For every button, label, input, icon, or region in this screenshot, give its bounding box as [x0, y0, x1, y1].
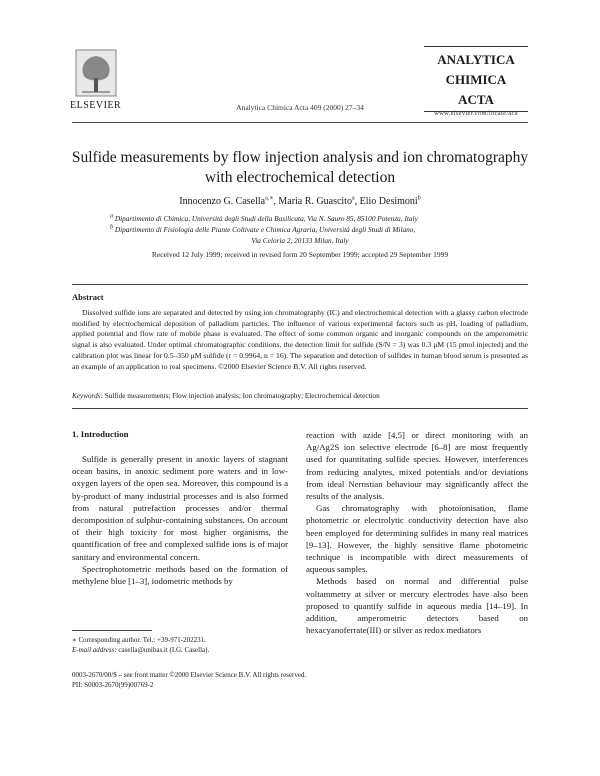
- author-name: Maria R. Guascito: [278, 196, 352, 207]
- email-label: E-mail address:: [72, 645, 117, 654]
- journal-name-line1: ANALYTICA: [437, 52, 515, 67]
- paragraph: Methods based on normal and differential pulse voltammetry at silver or mercury electrodes have also been proposed to quantify sulfide in aqueous media [14–19]. In addition, amperometric detectors based on hexacyanoferrate(III) or silver as redox mediators: [306, 576, 528, 636]
- paragraph: Sulfide is generally present in anoxic layers of stagnant ocean basins, in anoxic sediment pore waters and in low-oxygen layers of the open sea. Moreover, this compound is a by-product of many industrial processes and is also formed from natural putrefaction processes and/or thermal decomposition of sulphur-containing substances. On account of their high toxicity for most higher organisms, the quantification of free and complexed sulfide ions is of major sanitary and environmental concern.: [72, 454, 288, 562]
- author-name: Innocenzo G. Casella: [179, 196, 266, 207]
- right-column: [306, 429, 528, 636]
- journal-name-line3: ACTA: [458, 92, 494, 107]
- author-list: Innocenzo G. Casella$^{a,∗}$, Maria R. Guascito$^a$, Elio Desimoni$^b$: [179, 195, 421, 207]
- article-title: Sulfide measurements by flow injection analysis and ion chromatography with electrochemical detection: [71, 149, 529, 186]
- keywords-label: Keywords:: [72, 392, 103, 400]
- author-name: Elio Desimoni: [359, 196, 418, 207]
- paragraph: reaction with azide [4,5] or direct monitoring with an Ag/Ag2S ion selective electrode [6–8] are most frequently used for quantitating sulfide species. However, interferences from reducing analytes, mixed potentials and/or deviations from ideal Nernstian behaviour may significantly affect the results of the analysis.: [306, 430, 528, 502]
- pii-line: PII: S0003-2670(99)00769-2: [72, 681, 154, 689]
- paragraph: Gas chromatography with photoionisation, flame photometric or electrolytic conductivity detection have also been employed for determining sulfides in many real matrices [9–13]. However, the highly sensitive flame photometric technique is incompatible with direct measurements of aqueous samples.: [306, 503, 528, 575]
- journal-logo: [424, 46, 528, 117]
- copyright-footer: [72, 670, 532, 690]
- affiliation-b: $^b$ Dipartimento di Fisiologia delle Piante Coltivate e Chimica Agraria, Università degli Studi di Milano,: [110, 224, 416, 234]
- abstract-text: Dissolved sulfide ions are separated and detected by using ion chromatography (IC) and electrochemical detection with a glassy carbon electrode modified by electrochemical deposition of palladium particles. The influence of various experimental factors such as pH, loading of palladium, applied potential and flow rate of mobile phase is evaluated. The effect of some common organic and inorganic compounds on the amperometric signal is also evaluated. Under optimal chromatographic conditions, the detection limit for sulfide (S/N = 3) was 0.3 μM (15 pmol injected) and the calibration plot was linear for 0.5–350 μM sulfide (r = 0.9964, n = 16). The separation and detection of sulfides in human blood serum is presented as an example of an application to real specimens. ©2000 Elsevier Science B.V. All rights reserved.: [72, 308, 528, 371]
- email-address[interactable]: casella@unibas.it (I.G. Casella).: [118, 645, 210, 654]
- paragraph: Spectrophotometric methods based on the formation of methylene blue [1–3], iodometric methods by: [72, 563, 288, 587]
- abstract-bottom-rule: [72, 408, 528, 409]
- author-affiliation-mark: a: [351, 195, 355, 202]
- affiliation-b-address: Via Celoria 2, 20133 Milan, Italy: [251, 236, 349, 245]
- corresponding-author-footnote: [72, 636, 288, 655]
- section-title: 1. Introduction: [72, 429, 129, 439]
- keywords: [72, 392, 528, 400]
- journal-name-line2: CHIMICA: [445, 72, 507, 87]
- left-column: [72, 453, 288, 587]
- article-dates: Received 12 July 1999; received in revised form 20 September 1999; accepted 29 September 1999: [151, 250, 449, 259]
- abstract-heading: Abstract: [72, 292, 104, 302]
- keywords-list: Sulfide measurements; Flow injection analysis; Ion chromatography; Electrochemical detection: [104, 392, 380, 400]
- journal-url[interactable]: www.elsevier.com/locate/aca: [434, 110, 518, 117]
- author-affiliation-mark: b: [417, 195, 421, 202]
- elsevier-tree-logo: [74, 48, 118, 98]
- copyright-line: 0003-2670/00/$ – see front matter ©2000 Elsevier Science B.V. All rights reserved.: [72, 671, 307, 679]
- author-affiliation-mark: a,∗: [265, 195, 274, 202]
- corresponding-author: ∗ Corresponding author. Tel.: +39-971-202231.: [72, 636, 206, 644]
- publisher-name: ELSEVIER: [70, 100, 122, 111]
- affiliation-a: $^a$ Dipartimento di Chimica, Università degli Studi della Basilicata, Via N. Sauro 85, 85100 Potenza, Italy: [110, 213, 418, 223]
- email-line: [72, 646, 288, 656]
- footnote-rule: [72, 630, 152, 631]
- abstract-top-rule: [72, 284, 528, 285]
- header-rule: [72, 122, 528, 123]
- journal-citation: Analytica Chimica Acta 409 (2000) 27–34: [236, 103, 364, 112]
